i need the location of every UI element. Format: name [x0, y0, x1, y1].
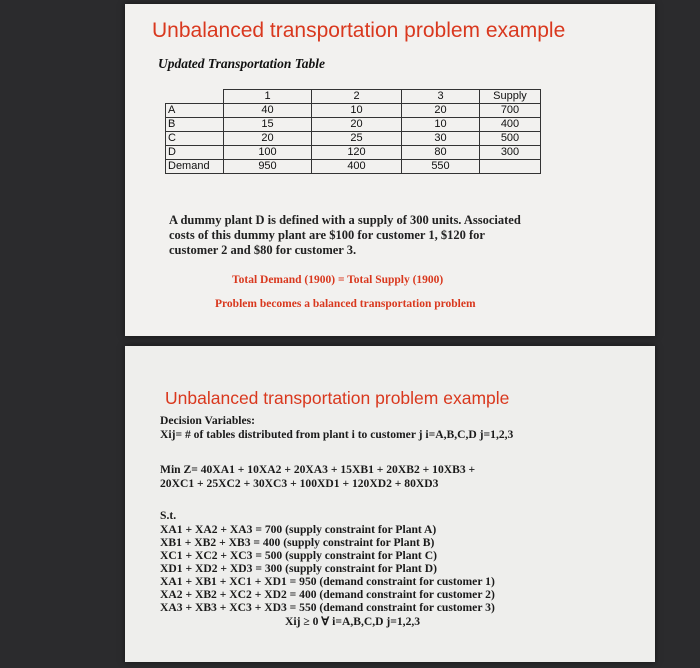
cost-cell: 20 — [402, 104, 480, 118]
constraint-line: XA1 + XB1 + XC1 + XD1 = 950 (demand constraint for customer 1) — [160, 575, 495, 588]
objective-line-2: 20XC1 + 25XC2 + 30XC3 + 100XD1 + 120XD2 + 80XD3 — [160, 477, 439, 490]
cost-cell: 120 — [312, 146, 402, 160]
demand-label: Demand — [166, 160, 224, 174]
cost-cell: 25 — [312, 132, 402, 146]
cost-cell: 15 — [224, 118, 312, 132]
header-col-1: 1 — [224, 90, 312, 104]
objective-line-1: Min Z= 40XA1 + 10XA2 + 20XA3 + 15XB1 + 20XB2 + 10XB3 + — [160, 463, 476, 476]
result-statement: Problem becomes a balanced transportation problem — [215, 298, 476, 310]
header-col-3: 3 — [402, 90, 480, 104]
constraint-line: XA2 + XB2 + XC2 + XD2 = 400 (demand constraint for customer 2) — [160, 588, 495, 601]
constraint-line: XA1 + XA2 + XA3 = 700 (supply constraint for Plant A) — [160, 523, 437, 536]
cost-cell: 40 — [224, 104, 312, 118]
table-row — [166, 104, 541, 118]
balance-statement: Total Demand (1900) = Total Supply (1900) — [232, 274, 444, 286]
supply-cell: 500 — [480, 132, 541, 146]
slide-2 — [125, 346, 655, 662]
demand-row — [166, 160, 541, 174]
cost-cell: 10 — [312, 104, 402, 118]
transportation-table — [165, 89, 541, 174]
cost-cell: 30 — [402, 132, 480, 146]
table-row — [166, 146, 541, 160]
nonnegativity-constraint: Xij ≥ 0 ∀ i=A,B,C,D j=1,2,3 — [285, 615, 421, 628]
slide-1-title: Unbalanced transportation problem example — [152, 19, 566, 42]
decision-variables-definition: Xij= # of tables distributed from plant i to customer j i=A,B,C,D j=1,2,3 — [160, 428, 514, 441]
row-label: A — [166, 104, 224, 118]
supply-cell: 300 — [480, 146, 541, 160]
table-header-row — [166, 90, 541, 104]
constraint-line: XB1 + XB2 + XB3 = 400 (supply constraint for Plant B) — [160, 536, 435, 549]
demand-total-cell — [480, 160, 541, 174]
cost-cell: 20 — [224, 132, 312, 146]
cost-cell: 100 — [224, 146, 312, 160]
header-col-2: 2 — [312, 90, 402, 104]
dummy-plant-paragraph: A dummy plant D is defined with a supply of 300 units. Associated costs of this dummy plant are $100 for customer 1, $120 for customer 2 and $80 for customer 3. — [169, 213, 521, 257]
row-label: C — [166, 132, 224, 146]
constraint-line: XC1 + XC2 + XC3 = 500 (supply constraint for Plant C) — [160, 549, 437, 562]
supply-cell: 400 — [480, 118, 541, 132]
slide-2-title: Unbalanced transportation problem example — [165, 388, 510, 408]
constraint-line: XD1 + XD2 + XD3 = 300 (supply constraint for Plant D) — [160, 562, 437, 575]
demand-cell: 950 — [224, 160, 312, 174]
constraint-line: XA3 + XB3 + XC3 + XD3 = 550 (demand constraint for customer 3) — [160, 601, 495, 614]
supply-cell: 700 — [480, 104, 541, 118]
header-supply: Supply — [480, 90, 541, 104]
cost-cell: 80 — [402, 146, 480, 160]
subject-to-label: S.t. — [160, 509, 177, 522]
decision-variables-heading: Decision Variables: — [160, 414, 256, 427]
table-row — [166, 118, 541, 132]
table-row — [166, 132, 541, 146]
demand-cell: 400 — [312, 160, 402, 174]
header-corner — [166, 90, 224, 104]
slide-1 — [125, 4, 655, 336]
row-label: D — [166, 146, 224, 160]
cost-cell: 10 — [402, 118, 480, 132]
table-subtitle: Updated Transportation Table — [158, 56, 326, 71]
demand-cell: 550 — [402, 160, 480, 174]
row-label: B — [166, 118, 224, 132]
cost-cell: 20 — [312, 118, 402, 132]
